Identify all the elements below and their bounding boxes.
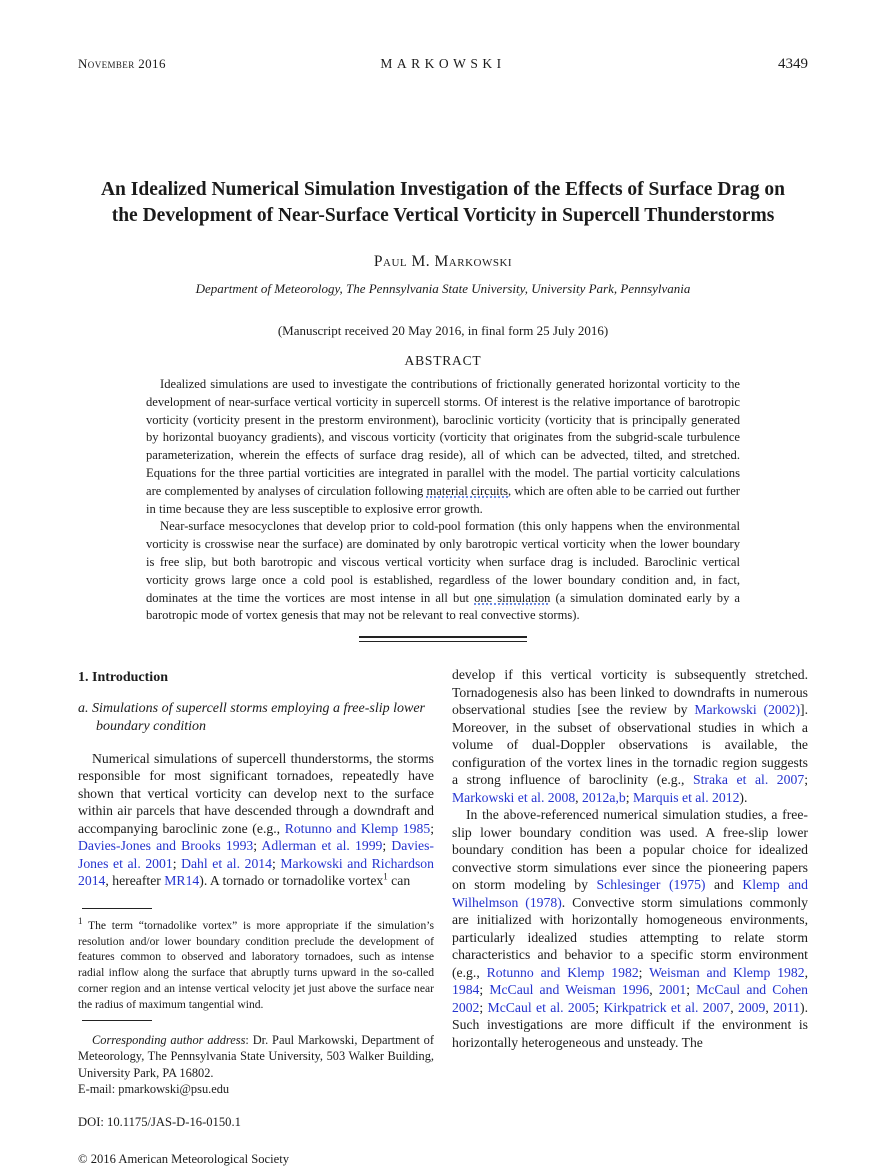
citation-link[interactable]: McCaul and Weisman 1996	[489, 982, 650, 998]
text-run: develop if this vertical vorticity is subsequently stretched. Tornadogenesis also has been linked to downdrafts in numerous observational studies [see the review by	[452, 667, 808, 718]
citation-link[interactable]: Adlerman et al. 1999	[261, 838, 383, 854]
footnote-marker: 1	[78, 915, 83, 926]
text-run: ,	[730, 999, 738, 1015]
text-run: , hereafter	[105, 873, 165, 889]
citation-link[interactable]: Marquis et al. 2012	[632, 789, 740, 805]
text-run: ). A tornado or tornadolike vortex	[199, 873, 384, 889]
text-run: ,	[765, 999, 774, 1015]
email-line: E-mail: pmarkowski@psu.edu	[78, 1081, 230, 1096]
article-title: An Idealized Numerical Simulation Investigation of the Effects of Surface Drag on the Development of Near-Surface Vertical Vorticity in Supercell Thunderstorms	[100, 179, 786, 226]
author-name: Paul M. Markowski	[373, 253, 513, 270]
annotated-reference-link[interactable]: material circuits	[426, 483, 509, 498]
citation-link[interactable]: 2012a,b	[582, 789, 626, 805]
text-run: ;	[625, 789, 633, 805]
text-run: ;	[479, 999, 488, 1015]
issue-date: November 2016	[78, 56, 166, 71]
body-paragraph	[452, 666, 808, 806]
citation-link[interactable]: Davies-Jones and Brooks 1993	[78, 838, 254, 854]
running-head-author: MARKOWSKI	[380, 56, 506, 71]
text-run: Near-surface mesocyclones that develop prior to cold-pool formation (this only happens when the environmental vorticity is crosswise near the surface) are dominated by only barotropic vertical vorticity when the lower boundary is free slip, but both barotropic and viscous vertical vorticity when surface drag is included. Baroclinic vertical vorticity grows large once a cold pool is established, regardless of the lower boundary condition and, in fact, dominates at the time the vortices are most intense in all but	[146, 519, 740, 605]
text-run: ,	[649, 982, 659, 998]
text-run: In the above-referenced numerical simulation studies, a free-slip lower boundary condition was used. A free-slip lower boundary condition has been a popular choice for idealized convective storm simulations ever since the pioneering papers on storm modeling by	[452, 807, 808, 893]
text-run: ;	[686, 982, 697, 998]
page-number: 4349	[778, 56, 808, 72]
text-run: can	[387, 873, 411, 889]
corresponding-author-note	[78, 1032, 434, 1081]
abstract-body-divider	[359, 636, 527, 642]
citation-link[interactable]: McCaul and Cohen 2002	[452, 982, 808, 1015]
abstract-heading: ABSTRACT	[404, 353, 482, 368]
footnote-separator-top	[82, 908, 152, 909]
text-run: : Dr. Paul Markowski, Department of Meteorology, The Pennsylvania State University, 503 Walker Building, University Park, PA 16802.	[78, 1033, 434, 1080]
text-run: ,	[804, 964, 809, 980]
text-run: . Convective storm simulations commonly are initialized with horizontally homogeneous environments, particularly idealized studies attempting to relate storm characteristics and behavior to a specific storm environment (e.g.,	[452, 894, 808, 980]
text-run: ;	[382, 838, 392, 854]
footnote-text	[78, 915, 434, 1013]
text-run: ]. Moreover, in the subset of observational studies in which a volume of dual-Doppler observations is available, the configuration of the vortex lines in the tornadic region suggests a strong influence of baroclinity (e.g.,	[452, 702, 809, 788]
text-run: (a simulation dominated early by a barotropic mode of vortex genesis that may not be relevant to real convective storms).	[146, 590, 740, 623]
text-run: ;	[638, 964, 650, 980]
footnote-separator-bottom	[82, 1020, 152, 1021]
citation-link[interactable]: 1984	[452, 982, 480, 998]
manuscript-received-note: (Manuscript received 20 May 2016, in final form 25 July 2016)	[277, 323, 609, 338]
citation-link[interactable]: Dahl et al. 2014	[181, 855, 272, 871]
footnote-marker: 1	[383, 871, 388, 882]
abstract-paragraph-2	[146, 518, 740, 625]
text-run: ;	[595, 999, 604, 1015]
annotated-reference-link[interactable]: one simulation	[474, 590, 551, 605]
two-column-body	[78, 666, 808, 1168]
citation-link[interactable]: 2009	[737, 999, 766, 1015]
citation-link[interactable]: Klemp and Wilhelmson (1978)	[452, 877, 808, 910]
body-paragraph	[78, 750, 434, 890]
citation-link[interactable]: Rotunno and Klemp 1985	[284, 820, 431, 836]
text-run: ;	[253, 838, 262, 854]
citation-link[interactable]: Markowski (2002)	[694, 702, 801, 718]
citation-link[interactable]: 2011	[773, 999, 801, 1015]
citation-link[interactable]: McCaul et al. 2005	[487, 999, 596, 1015]
running-head	[78, 56, 808, 73]
right-column	[452, 666, 808, 1168]
citation-link[interactable]: 2001	[658, 982, 687, 998]
text-run: Numerical simulations of supercell thunderstorms, the storms responsible for most significant tornadoes, repeatedly have shown that vertical vorticity can develop next to the surface within air parcels that have descended through a downdraft and accompanying baroclinic zone (e.g.,	[78, 750, 434, 836]
text-run: ;	[430, 820, 434, 836]
text-run: ). Such investigations are more difficult if the environment is horizontally heterogeneous and unsteady. The	[452, 999, 809, 1050]
left-column	[78, 666, 434, 1168]
text-run: The term “tornadolike vortex” is more appropriate if the simulation’s resolution and/or lower boundary condition preclude the development of features common to observed and laboratory tornadoes, such as intense radial inflow along the surface that abruptly turns upward in the so-called corner region and an intense vertical velocity jet just above the surface near the radius of maximum tangential wind.	[78, 918, 434, 1012]
abstract	[146, 376, 740, 625]
copyright-line: © 2016 American Meteorological Society	[78, 1151, 290, 1166]
citation-link[interactable]: Schlesinger (1975)	[596, 877, 706, 893]
section-heading-introduction: 1. Introduction	[78, 670, 168, 686]
text-run: ;	[172, 855, 182, 871]
abstract-paragraph-1	[146, 376, 740, 518]
text-run: , which are often able to be carried out further in time because they are less susceptible to explosive error growth.	[146, 483, 740, 516]
text-run: ;	[804, 772, 808, 788]
citation-link[interactable]: Straka et al. 2007	[693, 772, 805, 788]
citation-link[interactable]: Markowski and Richardson 2014	[78, 855, 434, 889]
doi-line: DOI: 10.1175/JAS-D-16-0150.1	[78, 1115, 241, 1130]
text-run: Idealized simulations are used to investigate the contributions of frictionally generated horizontal vorticity to the development of near-surface vertical vorticity in supercell storms. Of interest is the relative importance of barotropic vorticity (vorticity present in the prestorm environment), baroclinic vorticity (vorticity that is principally generated by horizontal buoyancy gradients), and viscous vorticity (vorticity that originates from the subgrid-scale turbulence parameterization, wherein the effects of surface drag reside), all of which can be advected, tilted, and stretched. Equations for the three partial vorticities are integrated in parallel with the model. The partial vorticity calculations are complemented by analyses of circulation following	[146, 377, 740, 498]
body-paragraph	[452, 806, 808, 1051]
text-run: ).	[739, 789, 748, 805]
subsection-heading-a: a. Simulations of supercell storms employing a free-slip lower boundary condition	[78, 700, 425, 735]
text-run: and	[705, 877, 743, 893]
citation-link[interactable]: Markowski et al. 2008	[452, 789, 576, 805]
citation-link[interactable]: Davies-Jones et al. 2001	[78, 838, 434, 871]
author-affiliation: Department of Meteorology, The Pennsylvania State University, University Park, Pennsylvania	[195, 281, 691, 296]
text-run: ;	[271, 855, 281, 871]
text-run: ,	[575, 789, 583, 805]
citation-link[interactable]: MR14	[164, 873, 200, 889]
citation-link[interactable]: Weisman and Klemp 1982	[649, 964, 805, 980]
text-run: ;	[479, 982, 490, 998]
citation-link[interactable]: Rotunno and Klemp 1982	[486, 964, 639, 980]
citation-link[interactable]: Kirkpatrick et al. 2007	[603, 999, 731, 1015]
text-run: Corresponding author address	[92, 1033, 246, 1048]
